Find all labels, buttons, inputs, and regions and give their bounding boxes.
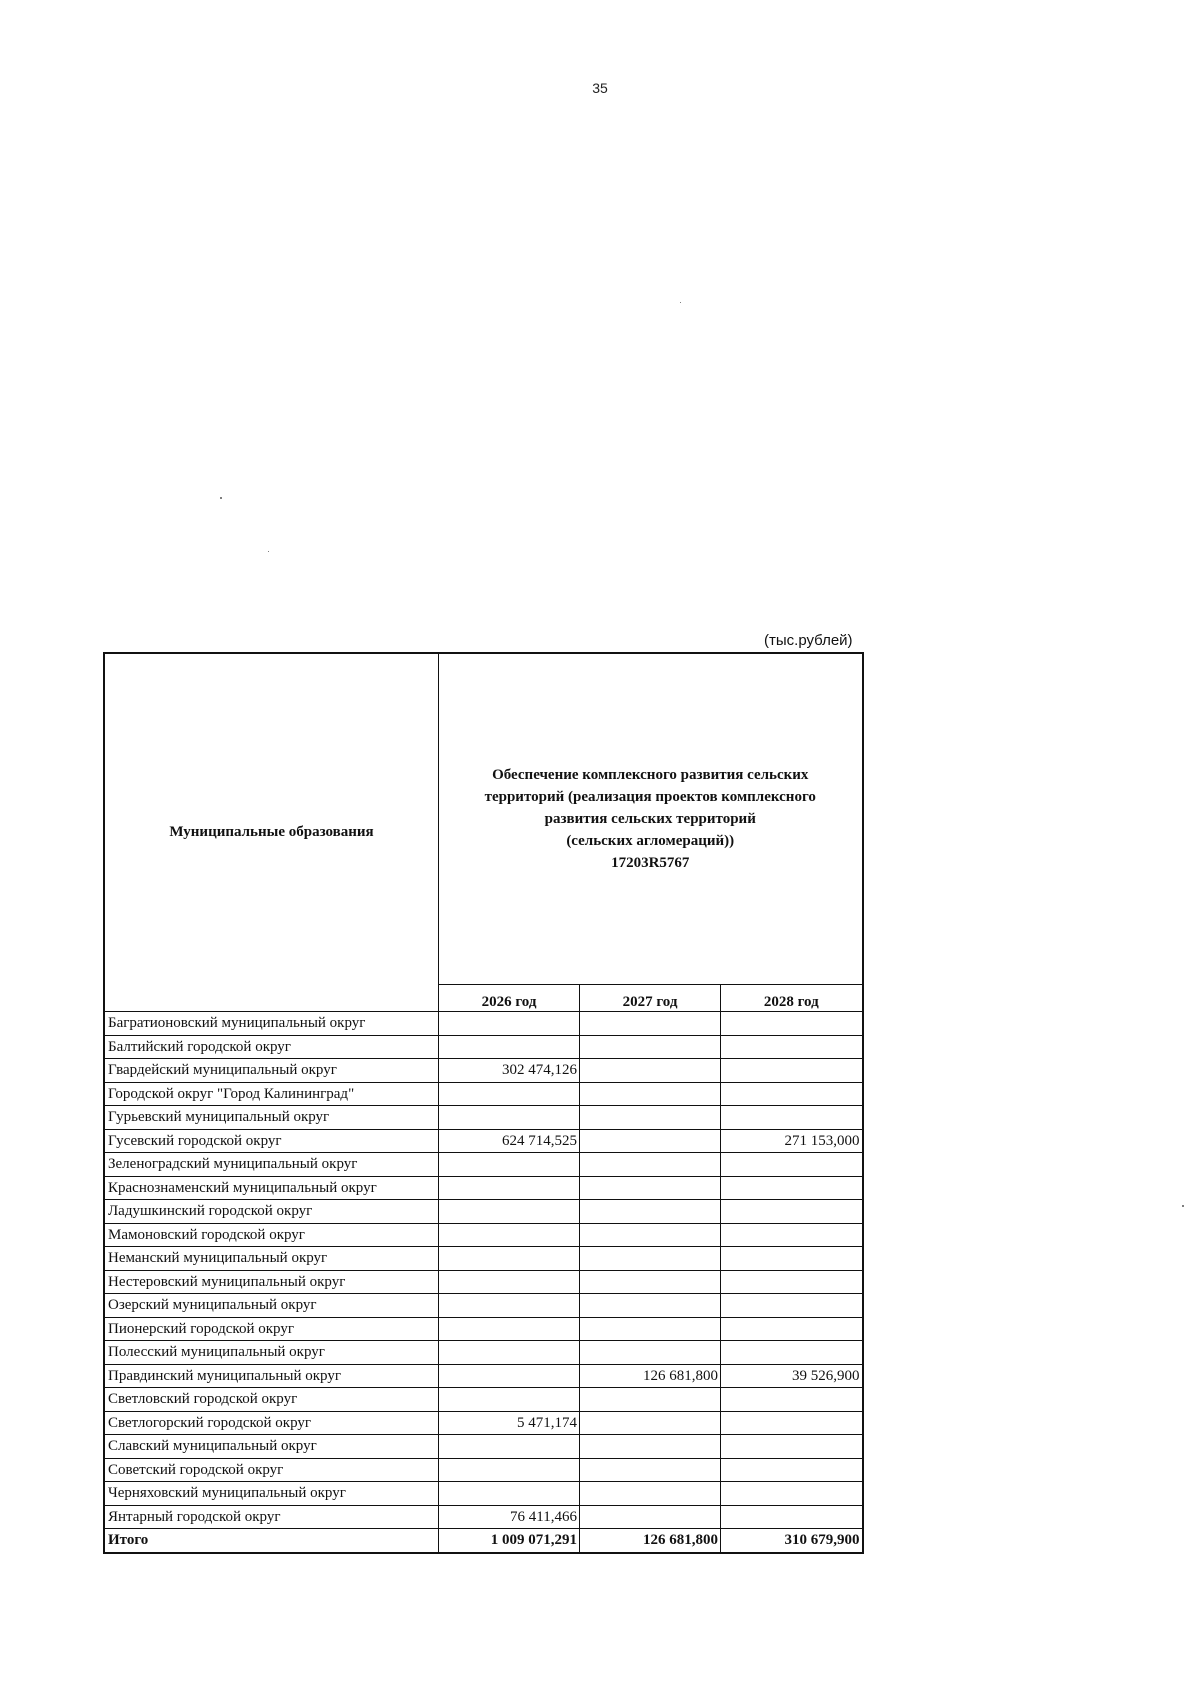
value-2026: 302 474,126 <box>439 1059 580 1083</box>
header-municipal: Муниципальные образования <box>104 653 439 1012</box>
value-2028 <box>721 1411 863 1435</box>
header-program-line: Обеспечение комплексного развития сельских <box>492 767 809 783</box>
scan-speck <box>220 497 222 499</box>
value-2028 <box>721 1082 863 1106</box>
value-2026 <box>439 1482 580 1506</box>
value-2027 <box>580 1411 721 1435</box>
header-year-2028: 2028 год <box>721 985 863 1012</box>
value-2028 <box>721 1153 863 1177</box>
value-2027 <box>580 1294 721 1318</box>
table-row <box>104 1200 863 1224</box>
value-2028 <box>721 1270 863 1294</box>
value-2026 <box>439 1082 580 1106</box>
municipality-name: Гурьевский муниципальный округ <box>104 1106 439 1130</box>
value-2027 <box>580 1106 721 1130</box>
table-row <box>104 1435 863 1459</box>
header-program-line: развития сельских территорий <box>544 811 756 827</box>
scan-speck <box>268 551 269 552</box>
municipality-name: Гусевский городской округ <box>104 1129 439 1153</box>
value-2027 <box>580 1505 721 1529</box>
table-row <box>104 1012 863 1036</box>
table-row <box>104 1458 863 1482</box>
value-2027 <box>580 1012 721 1036</box>
header-program-line: территорий (реализация проектов комплексного <box>484 789 816 805</box>
value-2026 <box>439 1458 580 1482</box>
header-program-code: 17203R5767 <box>611 855 690 871</box>
table-row <box>104 1505 863 1529</box>
scan-speck <box>1182 1205 1184 1207</box>
table-body <box>104 1012 863 1553</box>
municipality-name: Ладушкинский городской округ <box>104 1200 439 1224</box>
table-row <box>104 1317 863 1341</box>
value-2026: 76 411,466 <box>439 1505 580 1529</box>
total-2026: 1 009 071,291 <box>439 1529 580 1553</box>
value-2026 <box>439 1341 580 1365</box>
value-2028 <box>721 1482 863 1506</box>
value-2027: 126 681,800 <box>580 1364 721 1388</box>
value-2028 <box>721 1059 863 1083</box>
header-program <box>439 653 863 985</box>
municipality-name: Полесский муниципальный округ <box>104 1341 439 1365</box>
value-2027 <box>580 1035 721 1059</box>
municipality-name: Зеленоградский муниципальный округ <box>104 1153 439 1177</box>
value-2026 <box>439 1106 580 1130</box>
value-2027 <box>580 1059 721 1083</box>
value-2027 <box>580 1223 721 1247</box>
value-2026: 5 471,174 <box>439 1411 580 1435</box>
table-row <box>104 1035 863 1059</box>
table-row <box>104 1106 863 1130</box>
table-row <box>104 1082 863 1106</box>
value-2026 <box>439 1270 580 1294</box>
value-2027 <box>580 1082 721 1106</box>
value-2028 <box>721 1458 863 1482</box>
table-row <box>104 1341 863 1365</box>
table-row <box>104 1153 863 1177</box>
total-2028: 310 679,900 <box>721 1529 863 1553</box>
value-2027 <box>580 1247 721 1271</box>
municipality-name: Городской округ "Город Калининград" <box>104 1082 439 1106</box>
table-row <box>104 1247 863 1271</box>
total-2027: 126 681,800 <box>580 1529 721 1553</box>
value-2027 <box>580 1153 721 1177</box>
value-2026 <box>439 1435 580 1459</box>
value-2026 <box>439 1294 580 1318</box>
value-2026 <box>439 1200 580 1224</box>
value-2026 <box>439 1176 580 1200</box>
table-row <box>104 1294 863 1318</box>
table-row <box>104 1270 863 1294</box>
header-year-2027: 2027 год <box>580 985 721 1012</box>
value-2028 <box>721 1106 863 1130</box>
table-row <box>104 1482 863 1506</box>
value-2028: 271 153,000 <box>721 1129 863 1153</box>
municipality-name: Пионерский городской округ <box>104 1317 439 1341</box>
budget-table <box>103 652 864 1554</box>
table-header-row <box>104 653 863 985</box>
value-2028 <box>721 1317 863 1341</box>
value-2028 <box>721 1176 863 1200</box>
value-2028 <box>721 1012 863 1036</box>
municipality-name: Мамоновский городской округ <box>104 1223 439 1247</box>
table-row <box>104 1176 863 1200</box>
value-2027 <box>580 1435 721 1459</box>
municipality-name: Янтарный городской округ <box>104 1505 439 1529</box>
header-program-line: (сельских агломераций)) <box>566 833 735 849</box>
value-2028 <box>721 1505 863 1529</box>
header-year-2026: 2026 год <box>439 985 580 1012</box>
value-2028 <box>721 1200 863 1224</box>
total-row <box>104 1529 863 1553</box>
value-2028: 39 526,900 <box>721 1364 863 1388</box>
value-2027 <box>580 1129 721 1153</box>
value-2027 <box>580 1270 721 1294</box>
value-2028 <box>721 1341 863 1365</box>
value-2026 <box>439 1388 580 1412</box>
table-row <box>104 1364 863 1388</box>
value-2027 <box>580 1317 721 1341</box>
total-label: Итого <box>104 1529 439 1553</box>
scan-speck <box>680 302 681 303</box>
municipality-name: Советский городской округ <box>104 1458 439 1482</box>
value-2028 <box>721 1388 863 1412</box>
value-2027 <box>580 1341 721 1365</box>
page-number: 35 <box>592 80 608 96</box>
municipality-name: Гвардейский муниципальный округ <box>104 1059 439 1083</box>
units-label: (тыс.рублей) <box>764 632 853 649</box>
table-row <box>104 1223 863 1247</box>
municipality-name: Озерский муниципальный округ <box>104 1294 439 1318</box>
table-row <box>104 1059 863 1083</box>
value-2028 <box>721 1035 863 1059</box>
municipality-name: Краснознаменский муниципальный округ <box>104 1176 439 1200</box>
value-2026 <box>439 1223 580 1247</box>
value-2026 <box>439 1364 580 1388</box>
value-2027 <box>580 1482 721 1506</box>
municipality-name: Неманский муниципальный округ <box>104 1247 439 1271</box>
municipality-name: Багратионовский муниципальный округ <box>104 1012 439 1036</box>
value-2026 <box>439 1247 580 1271</box>
value-2026 <box>439 1012 580 1036</box>
municipality-name: Нестеровский муниципальный округ <box>104 1270 439 1294</box>
municipality-name: Балтийский городской округ <box>104 1035 439 1059</box>
value-2026: 624 714,525 <box>439 1129 580 1153</box>
value-2028 <box>721 1435 863 1459</box>
value-2027 <box>580 1388 721 1412</box>
value-2027 <box>580 1458 721 1482</box>
value-2027 <box>580 1200 721 1224</box>
municipality-name: Светлогорский городской округ <box>104 1411 439 1435</box>
value-2027 <box>580 1176 721 1200</box>
municipality-name: Светловский городской округ <box>104 1388 439 1412</box>
table-row <box>104 1411 863 1435</box>
table-row <box>104 1388 863 1412</box>
value-2028 <box>721 1247 863 1271</box>
value-2026 <box>439 1317 580 1341</box>
value-2028 <box>721 1294 863 1318</box>
municipality-name: Правдинский муниципальный округ <box>104 1364 439 1388</box>
municipality-name: Черняховский муниципальный округ <box>104 1482 439 1506</box>
table-row <box>104 1129 863 1153</box>
municipality-name: Славский муниципальный округ <box>104 1435 439 1459</box>
value-2026 <box>439 1153 580 1177</box>
value-2028 <box>721 1223 863 1247</box>
value-2026 <box>439 1035 580 1059</box>
